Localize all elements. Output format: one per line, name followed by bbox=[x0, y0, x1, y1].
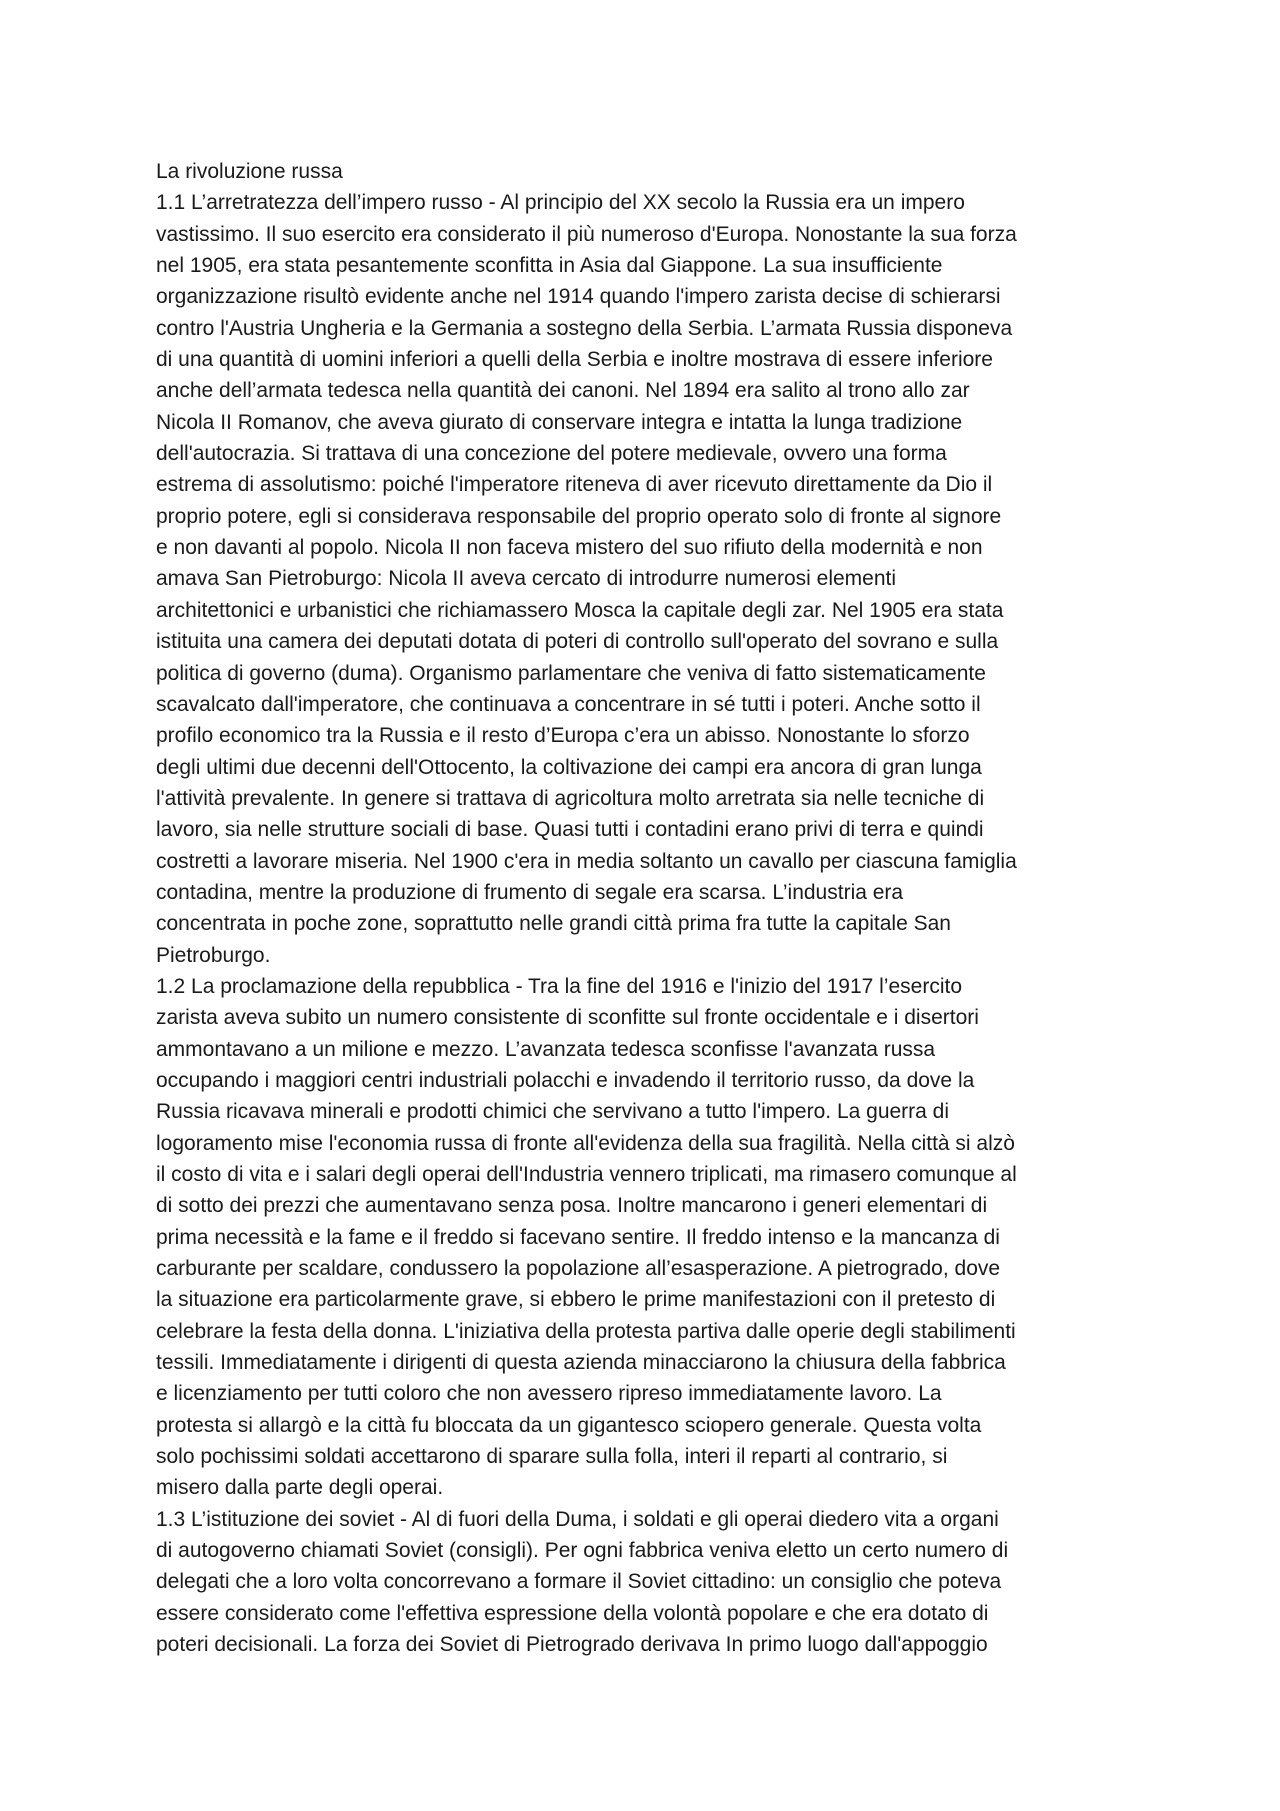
text-line: prima necessità e la fame e il freddo si facevano sentire. Il freddo intenso e la mancanza di bbox=[156, 1225, 1000, 1249]
text-line: delegati che a loro volta concorrevano a formare il Soviet cittadino: un consiglio che poteva bbox=[156, 1570, 1002, 1594]
text-line: amava San Pietroburgo: Nicola II aveva cercato di introdurre numerosi elementi bbox=[156, 567, 897, 591]
text-line: degli ultimi due decenni dell'Ottocento, la coltivazione dei campi era ancora di gran lunga bbox=[156, 755, 982, 779]
text-line: costretti a lavorare miseria. Nel 1900 c'era in media soltanto un cavallo per ciascuna famiglia bbox=[156, 849, 1017, 873]
text-line: logoramento mise l'economia russa di fronte all'evidenza della sua fragilità. Nella città si alzò bbox=[156, 1131, 1015, 1155]
text-line: Pietroburgo. bbox=[156, 943, 271, 967]
text-line: 1.1 L’arretratezza dell’impero russo - Al principio del XX secolo la Russia era un impero bbox=[156, 191, 965, 215]
text-line: carburante per scaldare, condussero la popolazione all’esasperazione. A pietrogrado, dove bbox=[156, 1257, 1001, 1281]
text-line: ammontavano a un milione e mezzo. L’avanzata tedesca sconfisse l'avanzata russa bbox=[156, 1037, 936, 1061]
text-line: il costo di vita e i salari degli operai dell'Industria vennero triplicati, ma rimasero comunque al bbox=[156, 1163, 1017, 1186]
text-line: essere considerato come l'effettiva espressione della volontà popolare e che era dotato di bbox=[156, 1601, 989, 1625]
text-line: profilo economico tra la Russia e il resto d’Europa c’era un abisso. Nonostante lo sforzo bbox=[156, 724, 970, 748]
text-line: 1.2 La proclamazione della repubblica - Tra la fine del 1916 e l'inizio del 1917 l’esercito bbox=[156, 974, 962, 998]
text-line: di una quantità di uomini inferiori a quelli della Serbia e inoltre mostrava di essere inferiore bbox=[156, 348, 993, 372]
document-body bbox=[156, 187, 1130, 1660]
text-line: occupando i maggiori centri industriali polacchi e invadendo il territorio russo, da dove la bbox=[156, 1068, 975, 1092]
text-line: di sotto dei prezzi che aumentavano senza posa. Inoltre mancarono i generi elementari di bbox=[156, 1194, 988, 1218]
text-line: di autogoverno chiamati Soviet (consigli). Per ogni fabbrica veniva eletto un certo numero di bbox=[156, 1539, 1009, 1563]
text-line: e licenziamento per tutti coloro che non avessero ripreso immediatamente lavoro. La bbox=[156, 1382, 942, 1406]
text-line: organizzazione risultò evidente anche nel 1914 quando l'impero zarista decise di schierarsi bbox=[156, 285, 1001, 309]
text-line: zarista aveva subito un numero consistente di sconfitte sul fronte occidentale e i disertori bbox=[156, 1006, 979, 1030]
text-line: nel 1905, era stata pesantemente sconfitta in Asia dal Giappone. La sua insufficiente bbox=[156, 254, 943, 278]
text-line: contadina, mentre la produzione di frumento di segale era scarsa. L’industria era bbox=[156, 880, 904, 904]
text-line: e non davanti al popolo. Nicola II non faceva mistero del suo rifiuto della modernità e non bbox=[156, 536, 983, 560]
text-line: estrema di assolutismo: poiché l'imperatore riteneva di aver ricevuto direttamente da Dio il bbox=[156, 473, 993, 497]
text-line: politica di governo (duma). Organismo parlamentare che veniva di fatto sistematicamente bbox=[156, 661, 986, 685]
text-line: proprio potere, egli si considerava responsabile del proprio operato solo di fronte al signore bbox=[156, 504, 1002, 528]
text-line: solo pochissimi soldati accettarono di sparare sulla folla, interi il reparti al contrario, si bbox=[156, 1445, 948, 1469]
text-line: Nicola II Romanov, che aveva giurato di conservare integra e intatta la lunga tradizione bbox=[156, 410, 963, 434]
text-line: concentrata in poche zone, soprattutto nelle grandi città prima fra tutte la capitale San bbox=[156, 912, 951, 936]
text-line: tessili. Immediatamente i dirigenti di questa azienda minacciarono la chiusura della fabbrica bbox=[156, 1351, 1006, 1375]
text-line: dell'autocrazia. Si trattava di una concezione del potere medievale, ovvero una forma bbox=[156, 442, 947, 466]
document-title: La rivoluzione russa bbox=[156, 160, 343, 183]
text-line: istituita una camera dei deputati dotata di poteri di controllo sull'operato del sovrano e sulla bbox=[156, 630, 999, 654]
text-line: 1.3 L’istituzione dei soviet - Al di fuori della Duma, i soldati e gli operai diedero vita a organi bbox=[156, 1507, 999, 1531]
text-line: anche dell’armata tedesca nella quantità dei canoni. Nel 1894 era salito al trono allo zar bbox=[156, 379, 970, 403]
text-line: celebrare la festa della donna. L'iniziativa della protesta partiva dalle operie degli stabilimenti bbox=[156, 1319, 1016, 1343]
text-line: lavoro, sia nelle strutture sociali di base. Quasi tutti i contadini erano privi di terra e quindi bbox=[156, 818, 984, 842]
text-line: misero dalla parte degli operai. bbox=[156, 1476, 444, 1500]
text-line: contro l'Austria Ungheria e la Germania a sostegno della Serbia. L’armata Russia disponeva bbox=[156, 316, 1013, 340]
text-line: protesta si allargò e la città fu bloccata da un gigantesco sciopero generale. Questa volta bbox=[156, 1413, 982, 1437]
text-line: poteri decisionali. La forza dei Soviet di Pietrogrado derivava In primo luogo dall'appoggio bbox=[156, 1633, 988, 1657]
text-line: Russia ricavava minerali e prodotti chimici che servivano a tutto l'impero. La guerra di bbox=[156, 1100, 950, 1124]
text-line: la situazione era particolarmente grave, si ebbero le prime manifestazioni con il pretesto di bbox=[156, 1288, 996, 1312]
text-line: vastissimo. Il suo esercito era considerato il più numeroso d'Europa. Nonostante la sua forza bbox=[156, 222, 1017, 246]
text-line: architettonici e urbanistici che richiamassero Mosca la capitale degli zar. Nel 1905 era stata bbox=[156, 598, 1004, 622]
text-line: scavalcato dall'imperatore, che continuava a concentrare in sé tutti i poteri. Anche sotto il bbox=[156, 692, 981, 716]
text-line: l'attività prevalente. In genere si trattava di agricoltura molto arretrata sia nelle tecniche di bbox=[156, 786, 985, 810]
